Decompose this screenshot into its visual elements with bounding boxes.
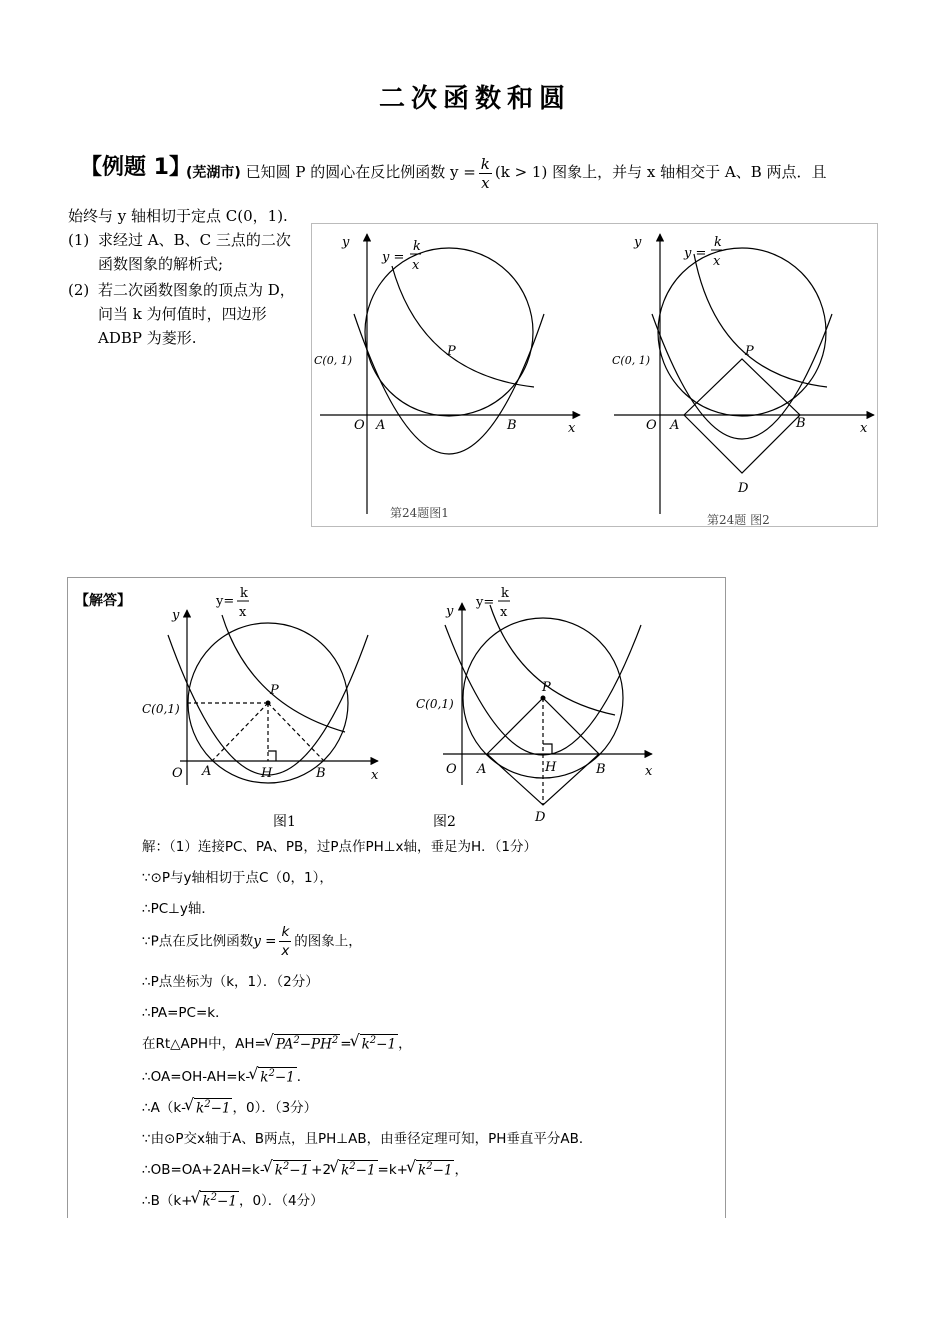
superscript-2: 2 [282, 1160, 290, 1172]
solution-line-5: ∴P点坐标为（k，1）．（2分） [142, 974, 319, 990]
solution-line-11 [142, 1158, 468, 1178]
sqrt-expression [339, 1160, 377, 1179]
sqrt-term: k [418, 1162, 427, 1178]
fig1-curve-x: x [412, 258, 420, 273]
superscript-2: 2 [349, 1160, 356, 1172]
solution-text: 的图象上， [294, 933, 362, 950]
fig2-label-a: A [670, 418, 680, 433]
ans2-curve-y: y= [476, 595, 495, 610]
fig1-caption: 第24题图1 [390, 506, 449, 520]
ans2-label-c: C(0,1) [416, 697, 454, 711]
page-title: 二次函数和圆 [378, 84, 571, 114]
solution-line-2: ∵⊙P与y轴相切于点C（0，1）， [142, 870, 333, 886]
sqrt-expression [416, 1160, 454, 1179]
frac-den: x [481, 173, 490, 192]
sqrt-term: −1 [210, 1100, 231, 1116]
solution-text: ∴OA=OH-AH=k- [142, 1069, 251, 1085]
problem-figures [311, 223, 878, 527]
circle-p [365, 248, 533, 416]
sqrt-term: −1 [432, 1162, 453, 1178]
fig1-curve-y: y = [382, 250, 405, 265]
ans1-label-c: C(0,1) [142, 702, 180, 716]
ans1-caption: 图1 [273, 814, 296, 830]
question-text: 求经过 A、B、C 三点的二次函数图象的解析式; [98, 231, 291, 273]
fig1-label-y: y [342, 235, 350, 250]
fig2-label-y: y [634, 235, 642, 250]
sqrt-term: −PH [299, 1036, 332, 1052]
ans2-caption: 图2 [433, 814, 456, 830]
solution-text: ∵P点在反比例函数 [142, 933, 254, 950]
fig2-caption: 第24题 图2 [707, 513, 770, 527]
fig1-label-c: C(0, 1) [314, 354, 352, 367]
ans1-label-o: O [172, 766, 183, 781]
ans2-label-d: D [535, 810, 546, 825]
ans1-curve-x: x [239, 605, 247, 620]
fig1-label-p: P [447, 344, 456, 359]
fig2-label-b: B [796, 416, 806, 431]
solution-text: ， [454, 1162, 468, 1178]
hyperbola [694, 254, 827, 387]
superscript-2: 2 [331, 1034, 339, 1046]
example-source: (芜湖市) [186, 165, 241, 181]
ans1-label-y: y [172, 608, 180, 623]
sqrt-expression [274, 1034, 341, 1053]
solution-text: ∴OB=OA+2AH=k- [142, 1162, 265, 1178]
ans2-label-a: A [477, 762, 487, 777]
solution-text: ∴B（k+ [142, 1193, 193, 1209]
ans1-label-h: H [261, 766, 273, 781]
solution-line-8 [142, 1065, 310, 1085]
question-num: (2) [68, 281, 90, 299]
sqrt-term: k [196, 1100, 205, 1116]
sqrt-term: −1 [355, 1162, 376, 1178]
solution-text: ，0）．（3分） [232, 1100, 318, 1116]
question-2 [68, 278, 304, 350]
sqrt-expression [194, 1098, 232, 1117]
ans2-label-x: x [645, 764, 653, 779]
solution-line-12 [142, 1189, 324, 1209]
hyperbola [392, 266, 534, 387]
fig1-label-x: x [568, 421, 576, 436]
hyperbola [222, 615, 345, 732]
ans1-label-a: A [202, 764, 212, 779]
question-1 [68, 228, 304, 276]
fraction-k-over-x [279, 923, 291, 960]
sqrt-expression [258, 1067, 296, 1086]
fig2-label-d: D [738, 481, 749, 496]
sqrt-term: −1 [376, 1036, 397, 1052]
example-text-a: 已知圆 P 的圆心在反比例函数 y = [245, 163, 476, 181]
solution-text: =k+ [377, 1162, 408, 1178]
sqrt-term: PA [275, 1036, 294, 1052]
sqrt-term: k [361, 1036, 370, 1052]
fig2-curve-x: x [713, 254, 721, 269]
solution-line-3: ∴PC⊥y轴． [142, 901, 215, 917]
fig1-curve-k: k [413, 239, 421, 254]
answer-header: 【解答】 [75, 593, 131, 609]
solution-line-7 [142, 1032, 412, 1052]
example-text-c: 始终与 y 轴相切于定点 C(0，1). [68, 207, 288, 225]
fraction-k-over-x [479, 155, 492, 192]
sqrt-term: k [202, 1193, 211, 1209]
question-num: (1) [68, 231, 90, 249]
frac-den: x [281, 943, 290, 959]
frac-num: k [281, 924, 290, 940]
solution-line-10: ∵由⊙P交x轴于A、B两点，且PH⊥AB，由垂径定理可知，PH垂直平分AB． [142, 1131, 593, 1147]
point-p [541, 696, 546, 701]
ans2-label-o: O [446, 762, 457, 777]
example-text-b: (k > 1) 图象上，并与 x 轴相交于 A、B 两点．且 [494, 163, 827, 181]
solution-line-1: 解：（1）连接PC、PA、PB，过P点作PH⊥x轴，垂足为H．（1分） [142, 839, 537, 855]
ans2-label-h: H [545, 760, 557, 775]
circle-p [658, 248, 826, 416]
sqrt-term: −1 [289, 1162, 310, 1178]
example-statement [186, 150, 886, 195]
ans1-label-b: B [316, 766, 326, 781]
sqrt-term: k [341, 1162, 350, 1178]
fig2-label-p: P [745, 344, 754, 359]
figure-2 [614, 234, 874, 514]
ans2-curve-x: x [500, 605, 508, 620]
solution-text: ， [398, 1036, 412, 1052]
fig2-label-c: C(0, 1) [612, 354, 650, 367]
superscript-2: 2 [293, 1034, 300, 1046]
sqrt-term: −1 [274, 1069, 295, 1085]
fig1-label-o: O [354, 418, 365, 433]
fig2-curve-k: k [714, 235, 722, 250]
answer-figures [140, 585, 665, 830]
solution-line-4 [142, 923, 362, 960]
right-angle-mark [268, 751, 276, 761]
sqrt-term: k [274, 1162, 283, 1178]
ans2-curve-k: k [501, 586, 509, 601]
fig1-label-b: B [507, 418, 517, 433]
fig2-label-o: O [646, 418, 657, 433]
point-p [266, 701, 271, 706]
hyperbola [490, 605, 615, 715]
solution-text: ∴A（k- [142, 1100, 187, 1116]
ans2-label-y: y [446, 604, 454, 619]
sqrt-term: −1 [217, 1193, 237, 1209]
solution-text: ，0）．（4分） [238, 1193, 324, 1209]
solution-text: = [340, 1036, 352, 1052]
ans1-curve-k: k [240, 586, 248, 601]
sqrt-expression [200, 1191, 238, 1210]
solution-text: 在Rt△APH中，AH= [142, 1036, 266, 1052]
fig2-label-x: x [860, 421, 868, 436]
dashed-lines [187, 703, 324, 761]
solution-line-6: ∴PA=PC=k． [142, 1005, 229, 1021]
ans1-label-x: x [371, 768, 379, 783]
solution-text: +2 [311, 1162, 332, 1178]
ans1-label-p: P [270, 683, 279, 698]
fig2-curve-y: y = [684, 246, 707, 261]
superscript-2: 2 [268, 1067, 275, 1079]
right-angle-mark [543, 744, 552, 754]
ans2-label-p: P [542, 680, 551, 695]
ans1-curve-y: y= [216, 594, 235, 609]
solution-line-9 [142, 1096, 317, 1116]
sqrt-expression [273, 1160, 311, 1179]
sqrt-term: k [260, 1069, 269, 1085]
question-text: 若二次函数图象的顶点为 D，问当 k 为何值时，四边形 ADBP 为菱形. [98, 281, 295, 347]
solution-text: ． [296, 1069, 311, 1085]
superscript-2: 2 [426, 1160, 433, 1172]
superscript-2: 2 [369, 1034, 377, 1046]
sqrt-expression [360, 1034, 398, 1053]
ans2-label-b: B [596, 762, 606, 777]
example-label: 【例题 1】 [80, 155, 191, 180]
fig1-label-a: A [376, 418, 386, 433]
frac-num: k [480, 154, 490, 173]
solution-y-eq: y = [253, 933, 277, 950]
superscript-2: 2 [204, 1098, 211, 1110]
superscript-2: 2 [210, 1191, 218, 1203]
figure-1 [320, 234, 580, 514]
